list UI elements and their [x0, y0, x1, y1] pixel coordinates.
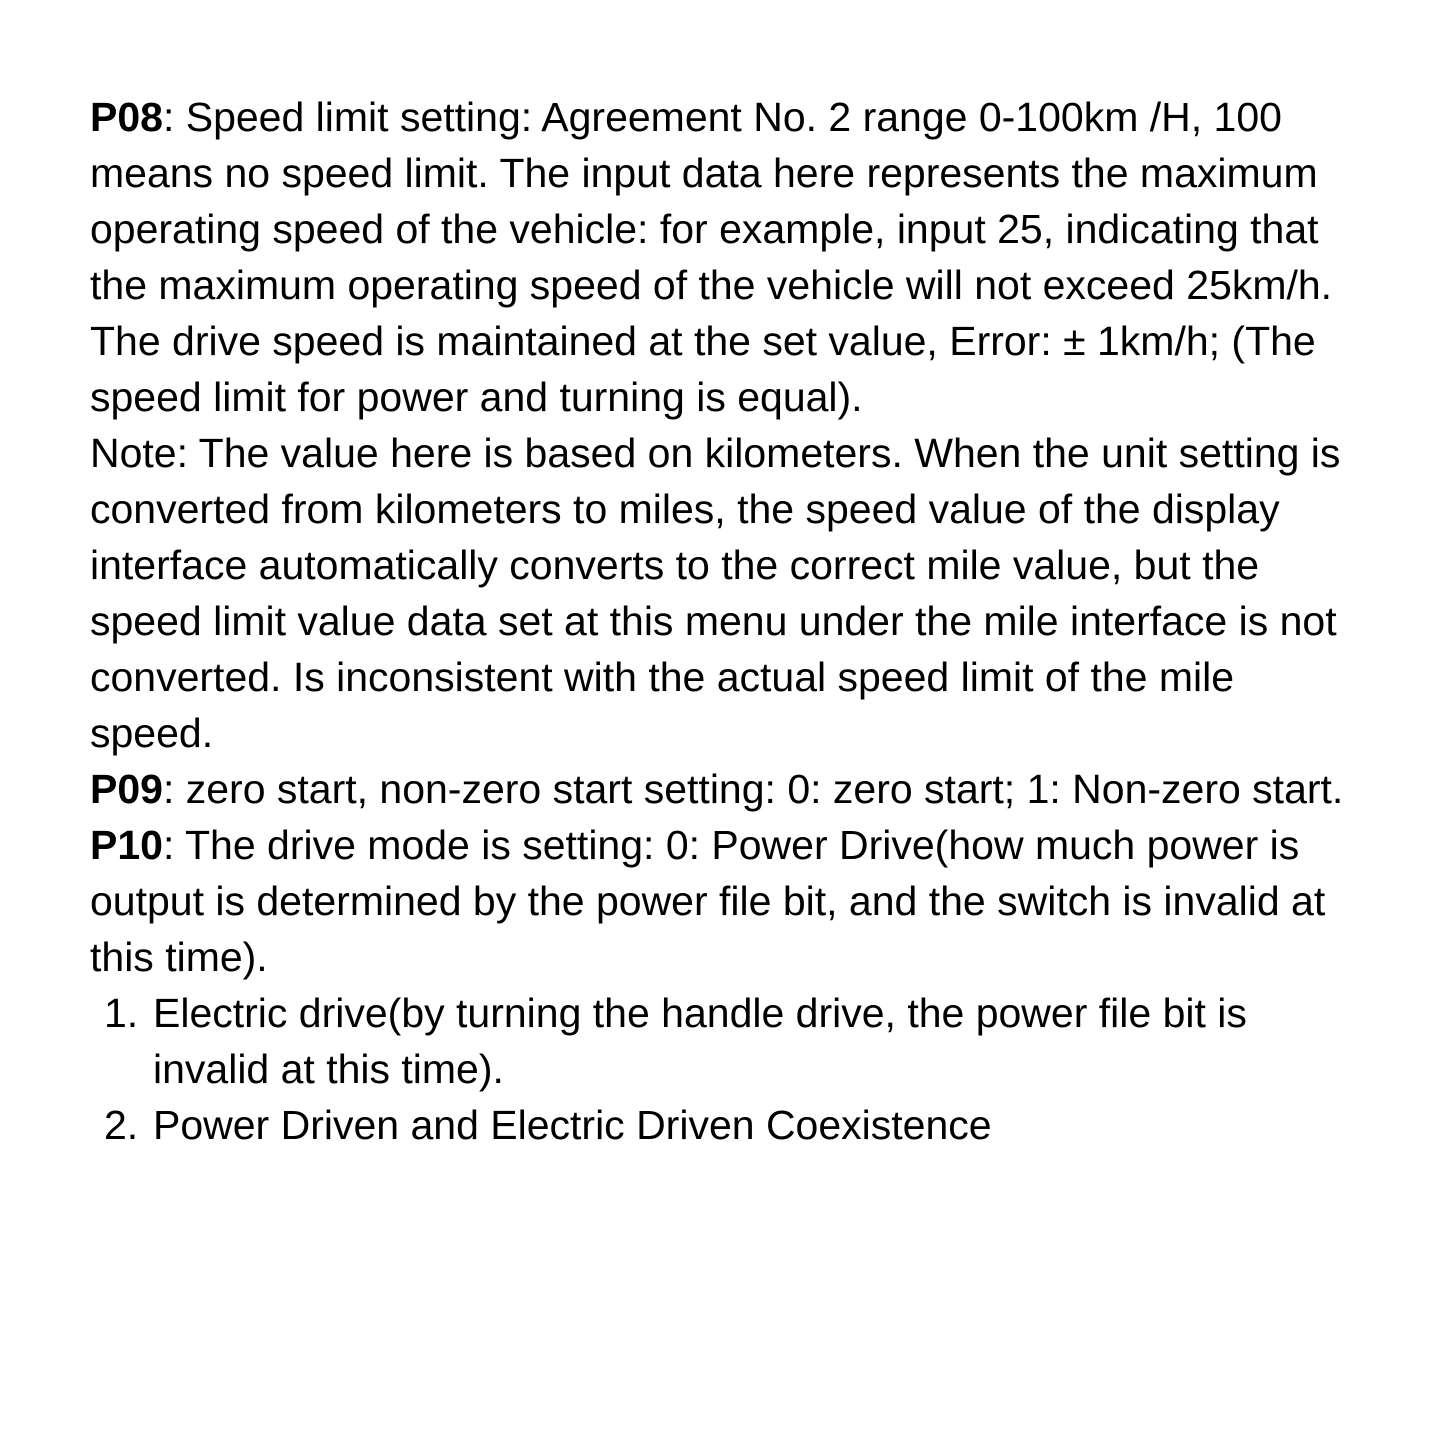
p08-code: P08 [90, 94, 163, 140]
list-item [90, 985, 1352, 1097]
list-item [90, 1097, 1352, 1153]
list-item-number: 1. [104, 990, 139, 1036]
p08-paragraph [90, 89, 1352, 425]
list-item-text: Power Driven and Electric Driven Coexistence [153, 1102, 992, 1148]
p10-text: : The drive mode is setting: 0: Power Drive(how much power is output is determined by the power file bit, and the switch is invalid at this time). [90, 822, 1326, 980]
p09-text: : zero start, non-zero start setting: 0: zero start; 1: Non-zero start. [162, 766, 1344, 812]
drive-mode-list [90, 985, 1352, 1153]
p10-paragraph [90, 817, 1352, 985]
list-item-number: 2. [104, 1102, 139, 1148]
p08-text: : Speed limit setting: Agreement No. 2 range 0-100km /H, 100 means no speed limit. The input data here represents the maximum operating speed of the vehicle: for example, input 25, indicating that the maximum operating speed of the vehicle will not exceed 25km/h. The drive speed is maintained at the set value, Error: ± 1km/h; (The speed limit for power and turning is equal). [90, 94, 1333, 420]
p10-code: P10 [90, 822, 163, 868]
note-paragraph: Note: The value here is based on kilometers. When the unit setting is converted from kilometers to miles, the speed value of the display interface automatically converts to the correct mile value, but the speed limit value data set at this menu under the mile interface is not converted. Is inconsistent with the actual speed limit of the mile speed. [90, 430, 1341, 756]
p09-paragraph [90, 761, 1352, 817]
list-item-text: Electric drive(by turning the handle drive, the power file bit is invalid at this time). [153, 990, 1247, 1092]
p09-code: P09 [90, 766, 163, 812]
document-body [90, 89, 1352, 1153]
